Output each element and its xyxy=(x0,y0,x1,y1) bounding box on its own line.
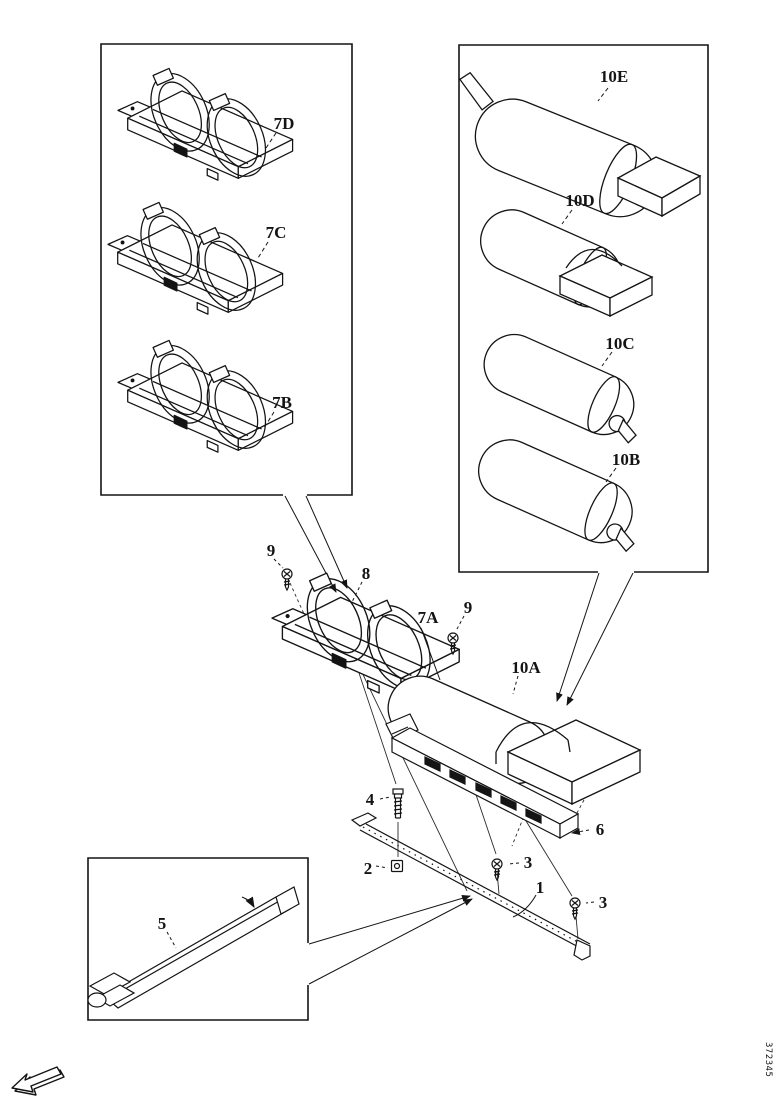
callout-10c[interactable]: 10C xyxy=(605,334,635,353)
callout-10d[interactable]: 10D xyxy=(565,191,595,210)
callout-4[interactable]: 4 xyxy=(365,790,375,809)
callout-7d[interactable]: 7D xyxy=(273,114,295,133)
screw-3-front xyxy=(492,859,502,880)
callout-7a[interactable]: 7A xyxy=(417,608,439,627)
clamp-7d xyxy=(118,61,293,186)
callout-5[interactable]: 5 xyxy=(157,914,167,933)
inset-box-extinguisher-variants xyxy=(434,45,708,705)
screw-9-left xyxy=(282,569,292,590)
callout-3-front[interactable]: 3 xyxy=(523,853,533,872)
extinguisher-10d xyxy=(471,200,652,317)
callout-10b[interactable]: 10B xyxy=(611,450,641,469)
rail-5 xyxy=(88,887,299,1008)
callout-7c[interactable]: 7C xyxy=(265,223,287,242)
drawing-number: 372345 xyxy=(763,1042,773,1078)
clamp-7c xyxy=(108,195,283,320)
callout-3-rear[interactable]: 3 xyxy=(598,893,608,912)
direction-arrow-icon xyxy=(12,1067,64,1095)
callout-10e[interactable]: 10E xyxy=(599,67,629,86)
callout-8[interactable]: 8 xyxy=(361,564,371,583)
nut-2 xyxy=(392,861,403,872)
callout-9-left[interactable]: 9 xyxy=(266,541,276,560)
callout-7b[interactable]: 7B xyxy=(272,393,292,412)
screw-3-rear xyxy=(570,898,580,919)
inset-box-support-rail xyxy=(88,858,472,1020)
inset-box-clamp-variants xyxy=(101,44,352,592)
callout-6[interactable]: 6 xyxy=(595,820,605,839)
callout-10a[interactable]: 10A xyxy=(511,658,541,677)
callout-2[interactable]: 2 xyxy=(363,859,373,878)
main-assembly xyxy=(267,541,640,960)
clamp-7b xyxy=(118,333,293,458)
callout-9-right[interactable]: 9 xyxy=(463,598,473,617)
bolt-4 xyxy=(393,789,403,818)
callout-1[interactable]: 1 xyxy=(535,878,545,897)
